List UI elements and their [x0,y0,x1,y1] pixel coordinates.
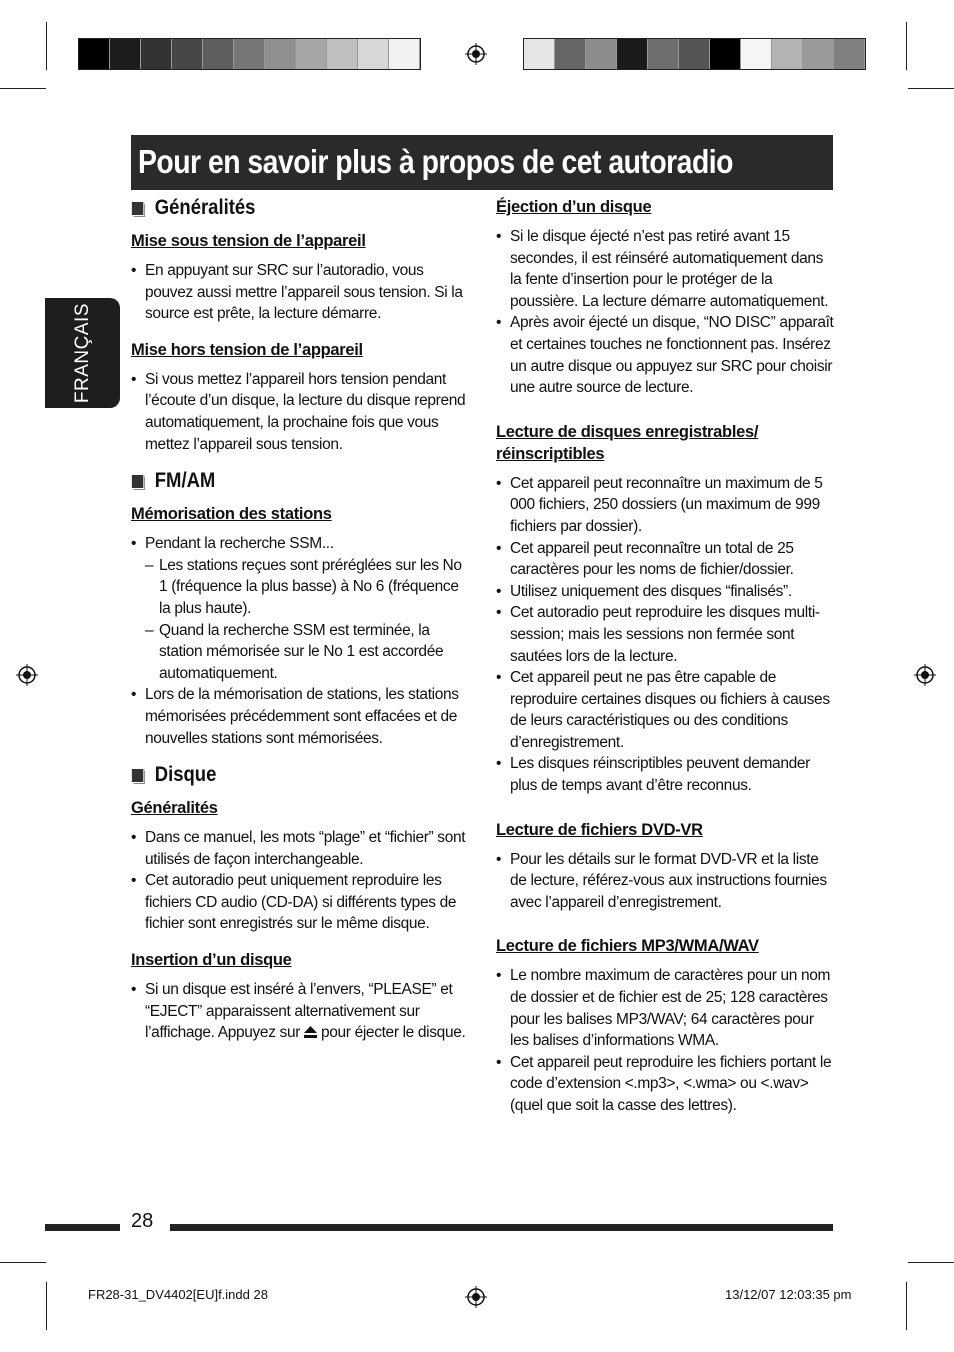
color-swatch [327,39,358,69]
right-column [496,196,836,1131]
list-item: • Cet appareil peut reconnaître un maximum de 5 000 fichiers, 250 dossiers (un maximum de 999 fichiers par dossier). [496,473,836,538]
left-column [131,196,471,1058]
power-off-list [131,369,471,455]
color-swatch [741,39,772,69]
crop-mark [0,88,46,89]
disc-insertion-list [131,979,471,1044]
list-item: • Le nombre maximum de caractères pour un nom de dossier et de fichier est de 25; 128 caractères pour les balises MP3/WAV; 64 caractères pour les balises d’informations WMA. [496,965,836,1051]
subheading-recordable: Lecture de disques enregistrables/ réinscriptibles [496,422,759,463]
language-tab-label: FRANÇAIS [72,302,93,404]
sub-list-item: – Quand la recherche SSM est terminée, la station mémorisée sur le No 1 est accordée automatiquement. [145,620,471,685]
color-swatch [524,39,555,69]
color-swatch [834,39,865,69]
footer-file-name: FR28-31_DV4402[EU]f.indd 28 [88,1287,268,1302]
section-heading-generalites: Généralités [131,196,430,220]
color-swatch [141,39,172,69]
section-square-icon [131,474,144,489]
disc-general-list [131,827,471,935]
color-swatch [110,39,141,69]
crop-mark [906,22,907,70]
color-swatch [617,39,648,69]
list-item: • Pendant la recherche SSM... – Les stations reçues sont préréglées sur les No 1 (fréquence la plus basse) à No 6 (fréquence la plus haute). – Quand la recherche SSM est terminée, la station mémorisée sur le No 1 est accordée automatiquement. [131,533,471,684]
subheading-power-on: Mise sous tension de l’appareil [131,232,366,250]
section-square-icon [131,201,144,216]
list-item: • Les disques réinscriptibles peuvent demander plus de temps avant d’être reconnus. [496,753,836,796]
crop-mark [46,1282,47,1330]
color-swatch [586,39,617,69]
section-heading-disque: Disque [131,763,430,787]
eject-list [496,226,836,399]
registration-mark-icon [16,664,38,686]
list-item: • Cet autoradio peut uniquement reproduire les fichiers CD audio (CD-DA) si différents types de fichier sont enregistrés sur le même disque. [131,870,471,935]
footer-rule-right [170,1224,833,1231]
list-item: • Cet autoradio peut reproduire les disques multi-session; mais les sessions non fermée sont sautées lors de la lecture. [496,602,836,667]
list-item: • En appuyant sur SRC sur l’autoradio, vous pouvez aussi mettre l’appareil sous tension. Si la source est prête, la lecture démarre. [131,260,471,325]
color-swatch [772,39,803,69]
color-bar-left [78,38,421,70]
footer-rule-left [45,1224,120,1231]
crop-mark [906,1282,907,1330]
list-item: • Cet appareil peut reconnaître un total de 25 caractères pour les noms de fichier/dossier. [496,538,836,581]
color-swatch [234,39,265,69]
list-item: • Après avoir éjecté un disque, “NO DISC” apparaît et certaines touches ne fonctionnent pas. Insérez un autre disque ou appuyez sur SRC pour choisir une autre source de lecture. [496,312,836,398]
color-swatch [710,39,741,69]
crop-mark [46,22,47,70]
crop-mark [0,1262,46,1263]
sub-list-item: – Les stations reçues sont préréglées sur les No 1 (fréquence la plus basse) à No 6 (fréquence la plus haute). [145,555,471,620]
registration-mark-icon [465,1286,487,1308]
color-bar-right [523,38,866,70]
section-square-icon [131,768,144,783]
list-item: • Si un disque est inséré à l’envers, “PLEASE” et “EJECT” apparaissent alternativement sur l’affichage. Appuyez sur pour éjecter le disque. [131,979,471,1044]
subheading-eject: Éjection d’un disque [496,198,652,216]
section-heading-fmam: FM/AM [131,469,430,493]
list-item: • Utilisez uniquement des disques “finalisés”. [496,581,836,603]
color-swatch [265,39,296,69]
color-swatch [79,39,110,69]
color-swatch [648,39,679,69]
eject-icon [304,1026,317,1038]
registration-mark-icon [465,43,487,65]
list-item: • Pour les détails sur le format DVD-VR et la liste de lecture, référez-vous aux instructions fournies avec l’appareil d’enregistrement. [496,849,836,914]
recordable-list [496,473,836,797]
mp3-list [496,965,836,1116]
color-swatch [172,39,203,69]
list-item: • Cet appareil peut reproduire les fichiers portant le code d’extension <.mp3>, <.wma> ou <.wav> (quel que soit la casse des lettres). [496,1052,836,1117]
subheading-station-memory: Mémorisation des stations [131,505,332,524]
list-item: • Cet appareil peut ne pas être capable de reproduire certaines disques ou fichiers à causes de leurs caractéristiques ou des conditions d’enregistrement. [496,667,836,753]
crop-mark [908,88,954,89]
color-swatch [803,39,834,69]
color-swatch [389,39,420,69]
color-swatch [296,39,327,69]
registration-mark-icon [914,664,936,686]
dvdvr-list [496,849,836,914]
page-title: Pour en savoir plus à propos de cet autoradio [138,143,733,180]
subheading-mp3: Lecture de fichiers MP3/WMA/WAV [496,937,759,956]
color-swatch [555,39,586,69]
subheading-power-off: Mise hors tension de l’appareil [131,340,363,359]
list-item: • Si le disque éjecté n’est pas retiré avant 15 secondes, il est réinséré automatiquement dans la fente d’insertion pour le protéger de la poussière. La lecture démarre automatiquement. [496,226,836,312]
list-item: • Lors de la mémorisation de stations, les stations mémorisées précédemment sont effacées et de nouvelles stations sont mémorisées. [131,684,471,749]
list-item: • Si vous mettez l’appareil hors tension pendant l’écoute d’un disque, la lecture du disque reprend automatiquement, la prochaine fois que vous mettez l’appareil sous tension. [131,369,471,455]
page-number: 28 [131,1210,154,1232]
list-item: • Dans ce manuel, les mots “plage” et “fichier” sont utilisés de façon interchangeable. [131,827,471,870]
station-memory-list [131,533,471,749]
crop-mark [908,1262,954,1263]
color-swatch [679,39,710,69]
sub-list [145,555,471,685]
subheading-dvdvr: Lecture de fichiers DVD-VR [496,820,703,839]
subheading-disc-insertion: Insertion d’un disque [131,951,292,970]
color-swatch [358,39,389,69]
footer-timestamp: 13/12/07 12:03:35 pm [725,1287,852,1302]
color-swatch [203,39,234,69]
power-on-list [131,260,471,325]
subheading-disc-general: Généralités [131,799,218,818]
